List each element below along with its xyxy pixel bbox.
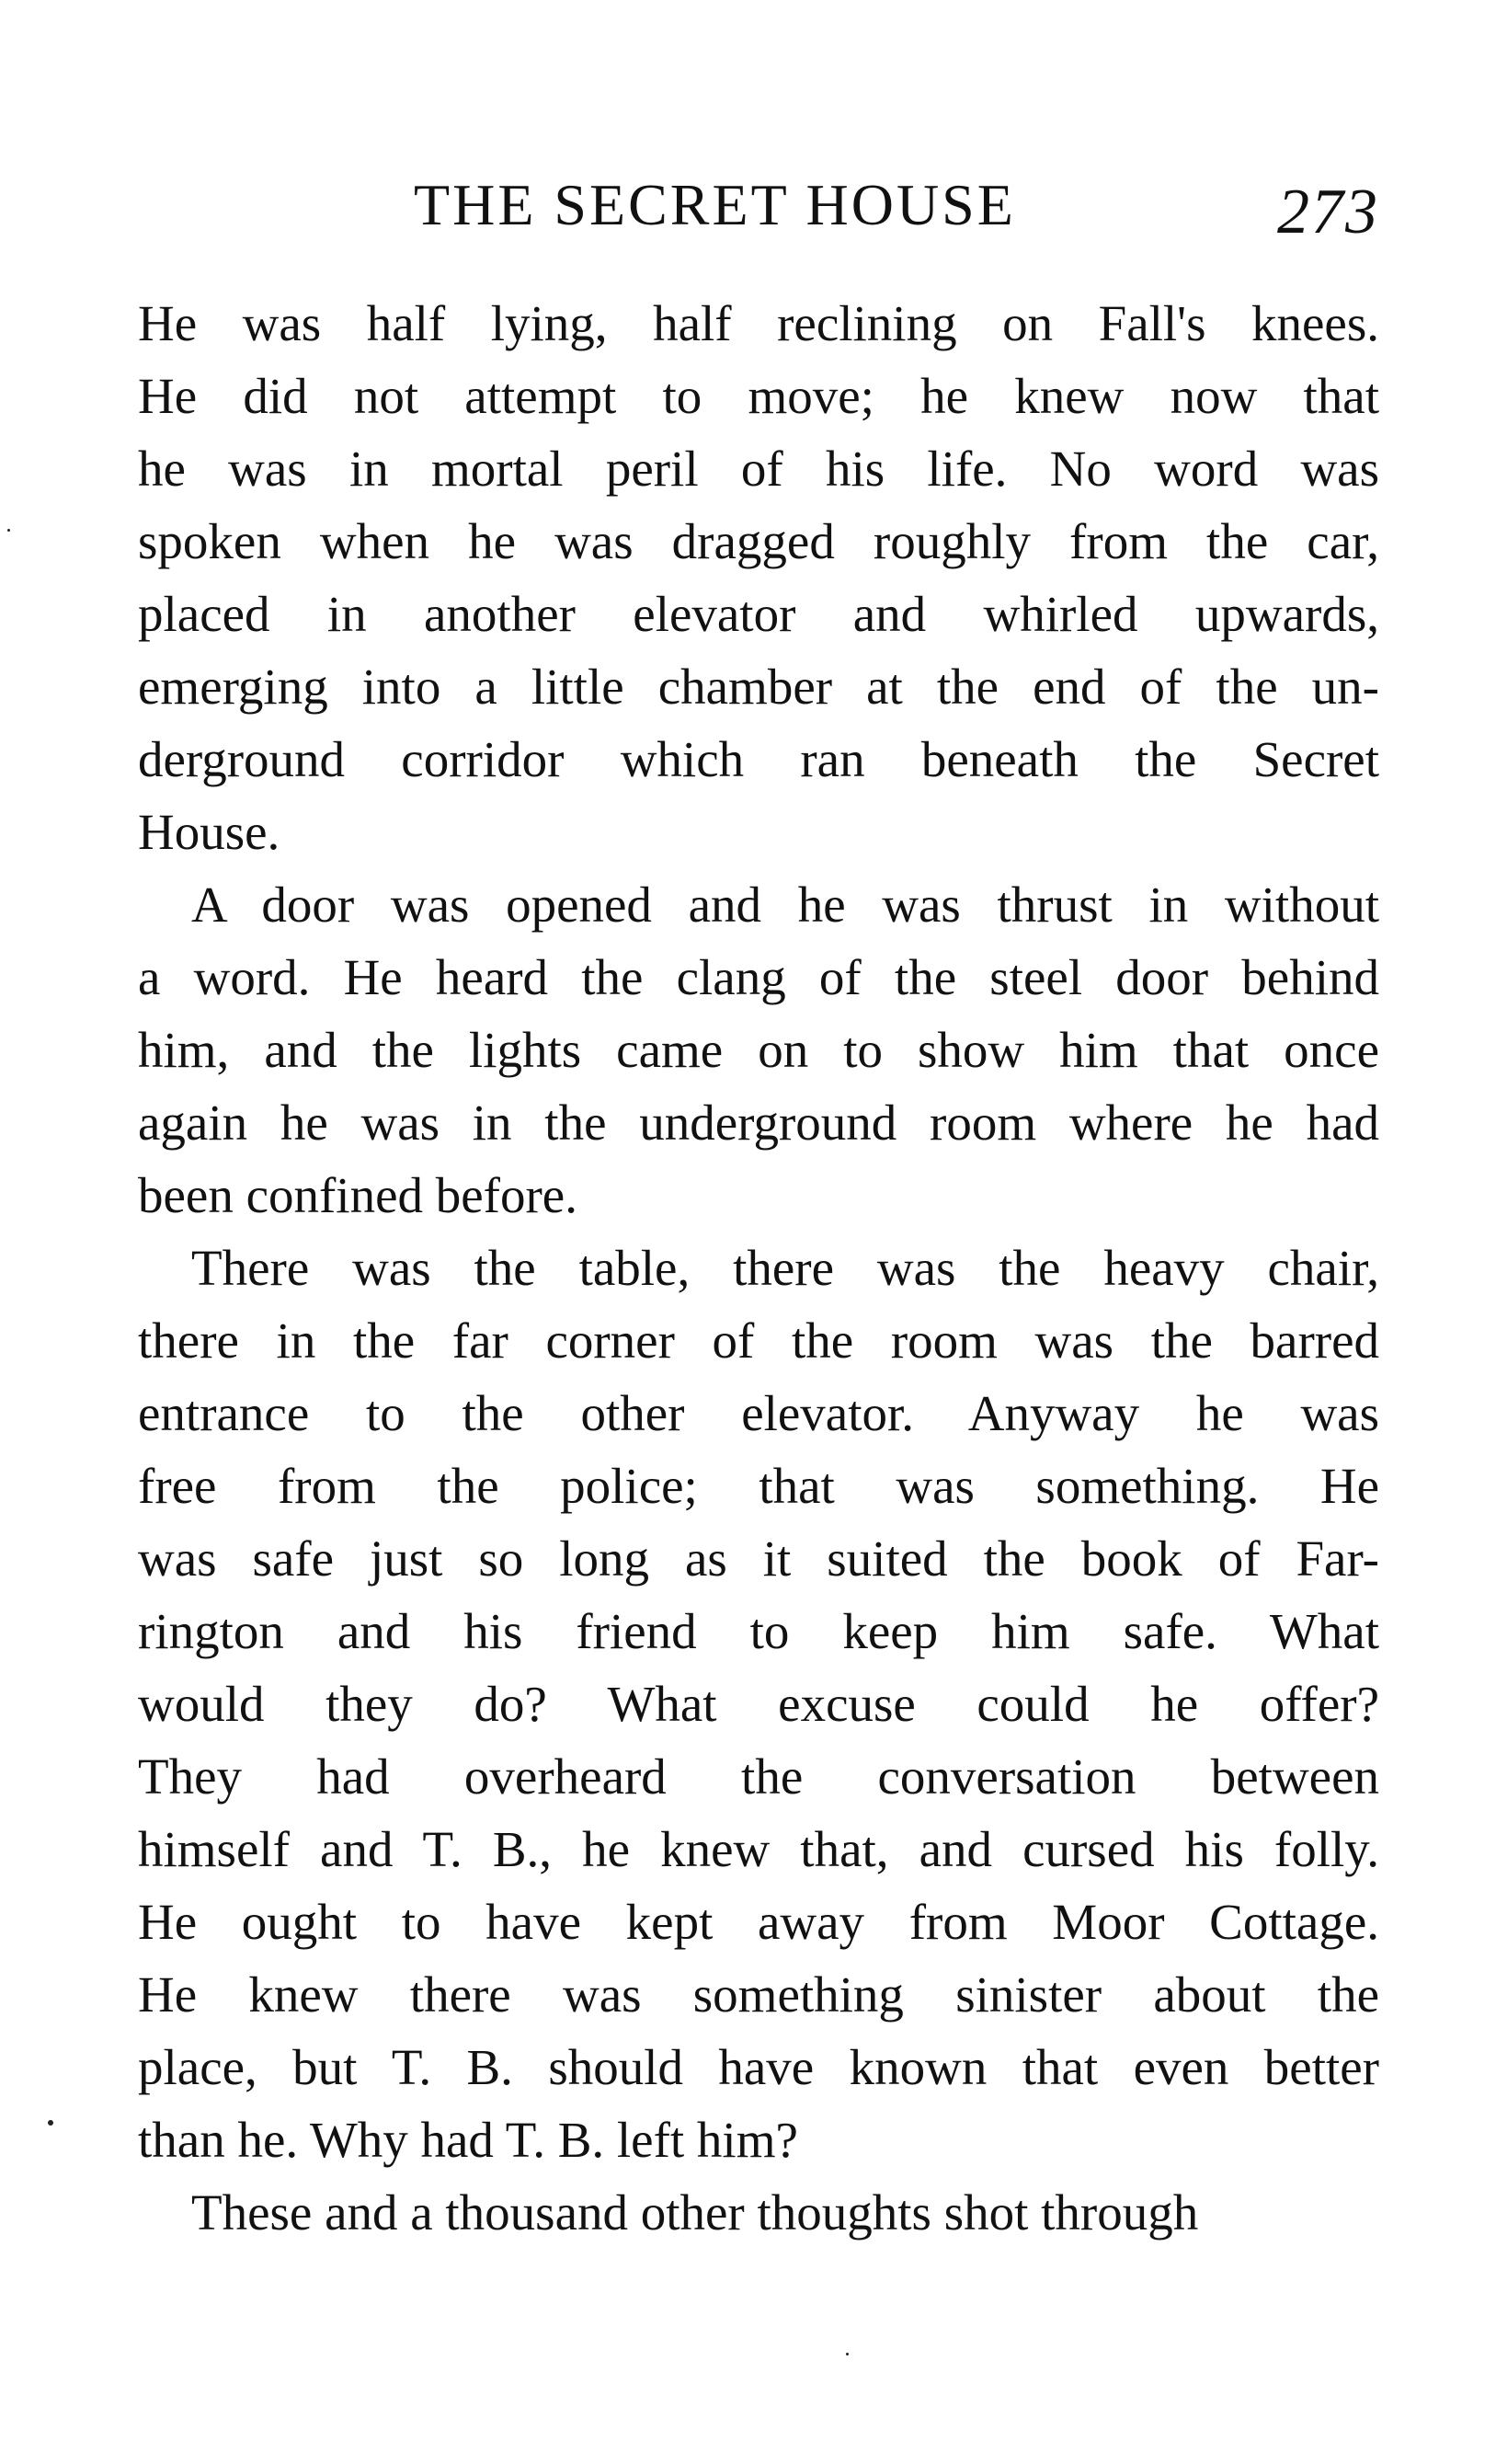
print-speck	[846, 2353, 849, 2355]
text-line: than he. Why had T. B. left him?	[138, 2112, 798, 2168]
text-line: These and a thousand other thoughts shot through	[191, 2184, 1199, 2241]
text-line: again he was in the underground room where he had	[138, 1094, 1379, 1151]
text-line: He was half lying, half reclining on Fall's knees.	[138, 295, 1379, 351]
paragraph	[138, 2176, 1379, 2249]
page-number: 273	[1277, 177, 1379, 247]
text-line: emerging into a little chamber at the end of the un-	[138, 659, 1379, 715]
paragraph	[138, 287, 1379, 868]
text-line: he was in mortal peril of his life. No word was	[138, 441, 1379, 497]
text-line: He did not attempt to move; he knew now that	[138, 368, 1379, 424]
text-line: rington and his friend to keep him safe. What	[138, 1603, 1379, 1659]
paragraph	[138, 1232, 1379, 2176]
text-line: was safe just so long as it suited the book of Far-	[138, 1530, 1379, 1587]
text-line: spoken when he was dragged roughly from the car,	[138, 513, 1379, 569]
running-title: THE SECRET HOUSE	[414, 172, 1016, 237]
running-head	[138, 164, 1379, 246]
print-speck	[48, 2120, 53, 2126]
text-line: placed in another elevator and whirled upwards,	[138, 586, 1379, 642]
text-line: a word. He heard the clang of the steel door behind	[138, 949, 1379, 1005]
text-line: himself and T. B., he knew that, and cursed his folly.	[138, 1821, 1379, 1877]
paragraph	[138, 868, 1379, 1232]
text-line: House.	[138, 804, 280, 860]
text-line: There was the table, there was the heavy chair,	[191, 1240, 1379, 1296]
text-line: him, and the lights came on to show him that once	[138, 1022, 1379, 1078]
body-text	[138, 287, 1379, 2249]
text-line: entrance to the other elevator. Anyway he was	[138, 1385, 1379, 1441]
text-line: They had overheard the conversation between	[138, 1748, 1379, 1805]
print-speck	[7, 529, 10, 532]
text-line: would they do? What excuse could he offer?	[138, 1676, 1379, 1732]
text-line: free from the police; that was something. He	[138, 1458, 1379, 1514]
text-line: derground corridor which ran beneath the Secret	[138, 731, 1379, 787]
text-line: there in the far corner of the room was the barred	[138, 1312, 1379, 1369]
text-line: He knew there was something sinister about the	[138, 1966, 1379, 2023]
text-line: been confined before.	[138, 1167, 577, 1223]
text-line: He ought to have kept away from Moor Cottage.	[138, 1894, 1379, 1950]
text-line: A door was opened and he was thrust in without	[191, 877, 1379, 933]
text-line: place, but T. B. should have known that even better	[138, 2039, 1379, 2095]
